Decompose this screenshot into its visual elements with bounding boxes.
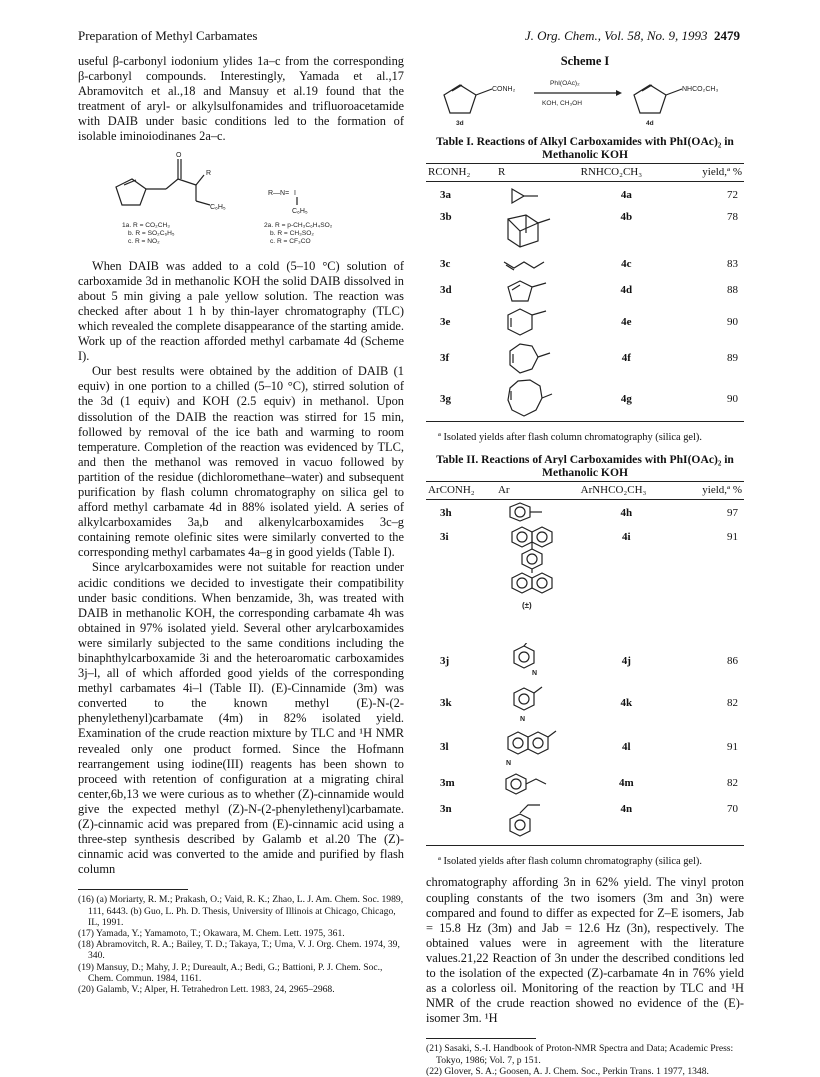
cell-yield: 89 — [727, 352, 738, 365]
table-row — [426, 526, 744, 642]
r-group: R — [206, 169, 212, 177]
footnote-21: (21) Sasaki, S.-I. Handbook of Proton-NMR Spectra and Data; Academic Press: Tokyo, 1986; Vol. 7, p 151. — [426, 1043, 734, 1066]
journal-citation: J. Org. Chem., Vol. 58, No. 9, 1993 — [524, 28, 708, 43]
cell-yield: 83 — [727, 258, 738, 271]
cell-amide: 3d — [440, 284, 452, 297]
table-2-title: Reactions of Aryl Carboxamides with PhI(OAc)₂ in Methanolic KOH — [481, 453, 734, 480]
running-head-title: Preparation of Methyl Carbamates — [78, 28, 258, 43]
cell-ar-structure — [496, 726, 579, 770]
cell-r-structure — [496, 210, 579, 254]
cell-ar-structure — [496, 798, 579, 846]
rn-group: R—N= — [268, 189, 290, 197]
t1-header-yield: yield,ª % — [702, 166, 742, 179]
cell-product: 4d — [620, 284, 633, 297]
paragraph-2: When DAIB was added to a cold (5–10 °C) solution of carboxamide 3d in methanolic KOH the solid DAIB dissolved in about 5 min giving a pale yellow solution. The reaction was checked after about 1 h by thin-layer chromatography (TLC) which revealed the complete disappearance of the starting amide. Work up of the reaction afforded methyl carbamate 4d (Scheme I). — [78, 258, 404, 364]
cell-product: 4f — [621, 352, 631, 365]
cell-amide: 3i — [440, 530, 449, 543]
phenyl-group: C₆H₅ — [210, 203, 226, 211]
cell-yield: 86 — [727, 655, 738, 668]
cell-yield: 82 — [727, 697, 738, 710]
cell-amide: 3n — [440, 802, 452, 815]
table-1 — [426, 163, 744, 422]
scheme-1-drawing — [426, 69, 744, 129]
cell-product: 4k — [620, 697, 633, 710]
label-2c: c. R = CF₃CO — [270, 237, 311, 245]
table-2-caption — [426, 453, 744, 479]
page-number: 2479 — [714, 28, 740, 43]
label-1a: 1a. R = CO₂CH₃ — [122, 221, 170, 229]
table-1-title: Reactions of Alkyl Carboxamides with PhI(OAc)₂ in Methanolic KOH — [476, 135, 734, 162]
cell-amide: 3k — [440, 697, 452, 710]
cell-yield: 72 — [727, 189, 738, 202]
footnote-divider — [78, 889, 188, 890]
cell-ar-structure — [496, 526, 579, 642]
label-2b: b. R = CH₃SO₂ — [270, 229, 314, 237]
cell-product: 4b — [620, 210, 633, 223]
table-2-footnote: ª Isolated yields after flash column chromatography (silica gel). — [438, 856, 702, 868]
cell-ar-structure — [496, 770, 579, 798]
t2-header-product: ArNHCO₂CH₃ — [580, 484, 647, 497]
paragraph-1: useful β-carbonyl iodonium ylides 1a–c from the corresponding β-carbonyl compounds. Interestingly, Yamada et al.,17 Abramovitch et al.,18 and Mansuy et al.19 found that the treatment of aryl- or alkylsulfonamides and trifluoroacetamide with DAIB under basic conditions led to the formation of isolable iminoiodinanes 2a–c. — [78, 54, 404, 144]
footnote-divider — [426, 1038, 536, 1039]
running-head-journal — [525, 28, 740, 44]
nitrogen-atom: N — [531, 669, 538, 677]
reactant-group: CONH₂ — [492, 86, 516, 94]
cell-product: 4j — [621, 655, 631, 668]
product-label: 4d — [646, 120, 654, 128]
cell-amide: 3l — [440, 741, 449, 754]
left-column — [78, 54, 404, 995]
cell-amide: 3b — [440, 210, 452, 223]
cell-amide: 3e — [440, 316, 451, 329]
structures-1-2 — [78, 149, 404, 249]
table-1-caption — [426, 135, 744, 161]
structure-drawing — [78, 149, 404, 249]
cell-product: 4g — [620, 392, 632, 405]
footnote-19: (19) Mansuy, D.; Mahy, J. P.; Dureault, A.; Bedi, G.; Battioni, P. J. Chem. Soc., Chem. Commun. 1984, 1161. — [78, 961, 383, 984]
t1-header-r: R — [497, 166, 506, 179]
racemic-mark: (±) — [521, 600, 532, 610]
product-group: NHCO₂CH₃ — [682, 86, 719, 94]
cell-yield: 70 — [727, 802, 738, 815]
cell-yield: 97 — [727, 506, 738, 519]
cell-r-structure — [496, 254, 579, 276]
table-2-number: Table II. — [436, 453, 479, 467]
table-row — [426, 682, 744, 726]
table-row — [426, 770, 744, 798]
table-row — [426, 276, 744, 306]
cell-r-structure — [496, 182, 579, 210]
conditions-text: KOH, CH₃OH — [542, 100, 583, 108]
cell-yield: 91 — [727, 530, 738, 543]
cell-amide: 3f — [440, 352, 450, 365]
cell-amide: 3g — [440, 392, 451, 405]
cell-amide: 3j — [440, 655, 450, 668]
scheme-title: Scheme I — [560, 54, 610, 68]
t1-header-amide: RCONH₂ — [428, 166, 471, 179]
cell-product: 4e — [621, 316, 632, 329]
cell-r-structure — [496, 378, 579, 422]
reactant-label: 3d — [456, 120, 464, 128]
table-row — [426, 182, 744, 210]
cell-yield: 88 — [727, 284, 738, 297]
footnote-17: (17) Yamada, Y.; Yamamoto, T.; Okawara, M. Chem. Lett. 1975, 361. — [78, 928, 345, 940]
iodine-atom: I — [294, 189, 296, 197]
cell-amide: 3a — [440, 189, 451, 202]
cell-product: 4m — [618, 777, 634, 790]
footnote-20: (20) Galamb, V.; Alper, H. Tetrahedron Lett. 1983, 24, 2965–2968. — [78, 984, 335, 996]
cell-yield: 91 — [727, 741, 738, 754]
table-row — [426, 726, 744, 770]
t2-header-ar: Ar — [497, 484, 510, 497]
footnote-18: (18) Abramovitch, R. A.; Bailey, T. D.; Takaya, T.; Uma, V. J. Org. Chem. 1974, 39, 340. — [78, 939, 400, 962]
table-row — [426, 306, 744, 340]
structure-2 — [264, 190, 333, 245]
right-column — [426, 54, 744, 1077]
nitrogen-atom: N — [505, 759, 512, 767]
cell-r-structure — [496, 340, 579, 378]
cell-ar-structure — [496, 500, 579, 526]
table-1-number: Table I. — [436, 135, 474, 149]
table-row — [426, 798, 744, 846]
t1-header-product: RNHCO₂CH₃ — [580, 166, 643, 179]
footnotes-right — [426, 1043, 744, 1077]
cell-product: 4a — [620, 189, 632, 202]
label-1c: c. R = NO₂ — [128, 237, 160, 245]
phenyl-group-2: C₆H₅ — [292, 207, 308, 215]
paragraph-3: Our best results were obtained by the addition of DAIB (1 equiv) in one portion to a chilled (5–10 °C), stirred solution of the 3d (1 equiv) and KOH (2.5 equiv) in methanol. Upon dissolution of the DAIB the reaction was stirred for 15 min, followed by removal of the ice bath and warming to room temperature. Completion of the reaction was evidenced by TLC, and then the methanol was removed in vacuo followed by partition of the residue (dichloromethane–water) and subsequent purification by flash column chromatography on silica gel to afford methyl carbamate 4d in 88% isolated yield. A series of alkylcarboxamides 3a,b and alkenylcarboxamides 3c–g containing remote olefinic sites were similarly converted to the corresponding methyl carbamates 4a–g in good yields (Table I). — [78, 364, 404, 560]
cell-r-structure — [496, 306, 579, 340]
label-2a: 2a. R = p-CH₃C₆H₄SO₂ — [264, 221, 333, 229]
cell-ar-structure — [496, 642, 579, 682]
reagent-text: PhI(OAc)₂ — [550, 80, 580, 88]
table-row — [426, 340, 744, 378]
cell-yield: 82 — [727, 777, 738, 790]
table-1-footnote: ª Isolated yields after flash column chromatography (silica gel). — [438, 432, 702, 444]
table-row — [426, 642, 744, 682]
table-row — [426, 254, 744, 276]
cell-product: 4l — [622, 741, 631, 754]
label-1b: b. R = SO₂C₆H₅ — [128, 229, 175, 237]
cell-product: 4c — [621, 258, 632, 271]
cell-r-structure — [496, 276, 579, 306]
nitrogen-atom: N — [519, 715, 526, 723]
t2-header-yield: yield,ª % — [702, 484, 742, 497]
cell-amide: 3m — [440, 777, 455, 790]
paragraph-4: Since arylcarboxamides were not suitable for reaction under acidic conditions we decided to investigate their compatibility under basic conditions. When benzamide, 3h, was treated with DAIB in methanolic KOH, the corresponding carbamate 4h was obtained in 97% isolated yield. Several other arylcarboxamides were similarly subjected to the same conditions including the binaphthylcarboxamide 3i and the heteroaromatic carboxamides 3j–l, all of which afforded good yields of the corresponding methyl carbamates 4i–l (Table II). (E)-Cinnamide (3m) was converted to the known methyl (E)-N-(2-phenylethenyl)carbamate (4m) in 82% isolated yield. Examination of the crude reaction mixture by TLC and ¹H NMR revealed only one product formed. Since the Hofmann rearrangement using iodine(III) reagents has been shown to proceed with retention of configuration at a migrating chiral center,6b,13 we were curious as to whether (Z)-cinnamide would give the expected methyl (Z)-N-(2-phenylethenyl)carbamate. (Z)-cinnamic acid was prepared from (E)-cinnamic acid using a three-step synthesis described by Galamb et al.20 The (Z)-cinnamic acid was converted to the amide and purified by flash column — [78, 560, 404, 877]
cell-amide: 3c — [440, 258, 451, 271]
table-row — [426, 378, 744, 422]
cell-product: 4h — [620, 506, 633, 519]
cell-yield: 90 — [727, 392, 738, 405]
table-row — [426, 210, 744, 254]
cell-product: 4n — [620, 802, 633, 815]
oxygen-atom: O — [176, 151, 182, 159]
cell-yield: 90 — [727, 316, 738, 329]
footnote-22: (22) Glover, S. A.; Goosen, A. J. Chem. Soc., Perkin Trans. 1 1977, 1348. — [426, 1065, 709, 1077]
footnote-16: (16) (a) Moriarty, R. M.; Prakash, O.; Vaid, R. K.; Zhao, L. J. Am. Chem. Soc. 1989, 111, 6443. (b) Guo, L. Ph. D. Thesis, University of Illinois at Chicago, Chicago, IL, 1991. — [78, 894, 404, 928]
table-row — [426, 500, 744, 526]
t2-header-amide: ArCONH₂ — [428, 484, 475, 497]
cell-product: 4i — [622, 530, 631, 543]
footnotes-left — [78, 894, 404, 995]
table-2 — [426, 481, 744, 846]
structure-1 — [116, 152, 226, 245]
cell-yield: 78 — [727, 210, 738, 223]
cell-ar-structure — [496, 682, 579, 726]
paragraph-right-1: chromatography affording 3n in 62% yield. The vinyl proton coupling constants of the two isomers (3m and 3n) were compared and found to differ as expected for Z–E isomers, Jab = 15.8 Hz (3m) and Jab = 12.6 Hz (3n), respectively. The obtained values were in agreement with the literature values.21,22 Reaction of 3n under the described conditions led to the isolation of the expected (Z)-carbamate 4n in 76% yield as a colorless oil. Monitoring of the reaction by TLC and ¹H NMR of the crude reaction showed no evidence of the (E)-isomer 3m. ¹H — [426, 875, 744, 1026]
cell-amide: 3h — [440, 506, 452, 519]
